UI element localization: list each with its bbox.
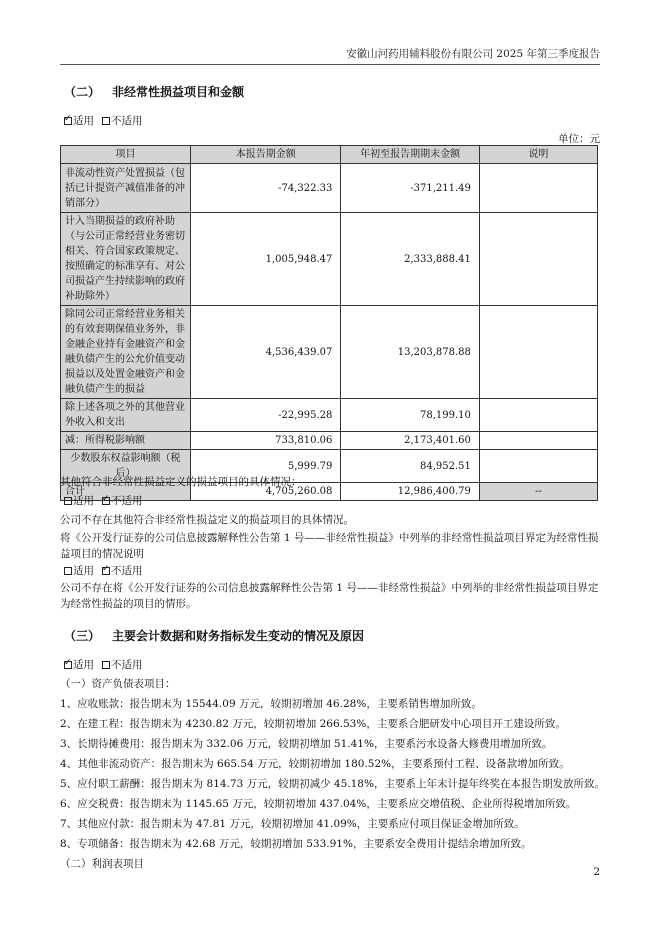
list-item: 1、应收账款：报告期末为 15544.09 万元，较期初增加 46.28%，主要系销售增加所致。 [60, 698, 482, 710]
row-current: 733,810.06 [191, 432, 341, 450]
row-note [479, 213, 597, 306]
row-current: 1,005,948.47 [191, 213, 341, 306]
row-ytd: 2,333,888.41 [341, 213, 480, 306]
applicability-selector-2 [64, 493, 143, 508]
list-item: 6、应交税费：报告期末为 1145.65 万元，较期初增加 437.04%，主要系应交增值税、企业所得税增加所致。 [60, 798, 577, 810]
applicability-selector-1 [64, 113, 143, 128]
header-divider [60, 64, 600, 65]
not-applicable-label: 不适用 [111, 495, 143, 507]
applicable-label: 适用 [73, 565, 94, 577]
checked-box-icon[interactable] [102, 497, 110, 505]
applicable-label: 适用 [73, 495, 94, 507]
other-items-statement: 公司不存在其他符合非经常性损益定义的损益项目的具体情况。 [60, 514, 354, 526]
row-current: 4,536,439.07 [191, 306, 341, 399]
row-item: 除上述各项之外的其他营业外收入和支出 [61, 399, 191, 432]
header-note: 说明 [479, 146, 597, 164]
report-header: 安徽山河药用辅料股份有限公司 2025 年第三季度报告 [346, 48, 600, 60]
row-item: 计入当期损益的政府补助（与公司正常经营业务密切相关、符合国家政策规定、按照确定的标准享有、对公司损益产生持续影响的政府补助除外） [61, 213, 191, 306]
not-applicable-label: 不适用 [111, 115, 143, 127]
checked-box-icon[interactable] [64, 661, 72, 669]
applicability-selector-4 [64, 657, 143, 672]
unchecked-box-icon[interactable] [102, 117, 110, 125]
row-current: -74,322.33 [191, 164, 341, 213]
table-row [61, 306, 598, 399]
unchecked-box-icon[interactable] [102, 661, 110, 669]
table-header-row [61, 146, 598, 164]
section-2-number: （二） [64, 85, 101, 99]
row-note [479, 399, 597, 432]
applicability-selector-3 [64, 563, 143, 578]
row-current: -22,995.28 [191, 399, 341, 432]
row-item: 合计 [61, 483, 191, 501]
row-item: 非流动性资产处置损益（包括已计提资产减值准备的冲销部分） [61, 164, 191, 213]
header-year-to-date: 年初至报告期期末金额 [341, 146, 480, 164]
table-row [61, 432, 598, 450]
reclassification-intro: 将《公开发行证券的公司信息披露解释性公告第 1 号——非经常性损益》中列举的非经常性损益项目界定为经常性损益项目的情况说明 [60, 532, 599, 560]
section-3-number: （三） [64, 629, 101, 643]
non-recurring-gains-losses-table [60, 145, 598, 501]
row-ytd: -371,211.49 [341, 164, 480, 213]
checked-box-icon[interactable] [64, 117, 72, 125]
applicable-label: 适用 [73, 659, 94, 671]
applicable-label: 适用 [73, 115, 94, 127]
row-ytd: 84,952.51 [341, 450, 480, 483]
list-item: 7、其他应付款：报告期末为 47.81 万元，较期初增加 41.09%，主要系应付项目保证金增加所致。 [60, 818, 525, 830]
page-number: 2 [593, 866, 600, 878]
row-ytd: 78,199.10 [341, 399, 480, 432]
header-current-period: 本报告期金额 [191, 146, 341, 164]
unchecked-box-icon[interactable] [64, 567, 72, 575]
row-note [479, 164, 597, 213]
list-item: 3、长期待摊费用：报告期末为 332.06 万元，较期初增加 51.41%，主要系污水设备大修费用增加所致。 [60, 738, 553, 750]
unchecked-box-icon[interactable] [64, 497, 72, 505]
unit-label: 单位：元 [558, 133, 600, 145]
not-applicable-label: 不适用 [111, 659, 143, 671]
row-note: -- [479, 483, 597, 501]
checked-box-icon[interactable] [102, 567, 110, 575]
balance-sheet-subheading: （一）资产负债表项目： [60, 678, 176, 690]
section-3-title [64, 627, 364, 644]
section-2-heading: 非经常性损益项目和金额 [112, 85, 245, 99]
row-current: 5,999.79 [191, 450, 341, 483]
list-item: 5、应付职工薪酬：报告期末为 814.73 万元，较期初减少 45.18%，主要系上年末计提年终奖在本报告期发放所致。 [60, 778, 605, 790]
list-item: 4、其他非流动资产：报告期末为 665.54 万元，较期初增加 180.52%，主要系预付工程、设备款增加所致。 [60, 758, 570, 770]
row-ytd: 2,173,401.60 [341, 432, 480, 450]
other-items-intro: 其他符合非经常性损益定义的损益项目的具体情况： [60, 476, 302, 488]
row-item: 少数股东权益影响额（税后） [61, 450, 191, 483]
row-item: 除同公司正常经营业务相关的有效套期保值业务外，非金融企业持有金融资产和金融负债产生的公允价值变动损益以及处置金融资产和金融负债产生的损益 [61, 306, 191, 399]
table-row [61, 213, 598, 306]
header-item: 项目 [61, 146, 191, 164]
list-item: 8、专项储备：报告期末为 42.68 万元，较期初增加 533.91%，主要系安全费用计提结余增加所致。 [60, 838, 532, 850]
section-2-title [64, 83, 244, 100]
list-item: 2、在建工程：报告期末为 4230.82 万元，较期初增加 266.53%，主要系合肥研发中心项目开工建设所致。 [60, 718, 566, 730]
row-current: 4,705,260.08 [191, 483, 341, 501]
income-statement-subheading: （二）利润表项目 [60, 858, 144, 870]
not-applicable-label: 不适用 [111, 565, 143, 577]
reclassification-statement: 公司不存在将《公开发行证券的公司信息披露解释性公告第 1 号——非经常性损益》中列举的非经常性损益项目界定为经常性损益的项目的情形。 [60, 582, 599, 610]
row-note [479, 432, 597, 450]
row-ytd: 12,986,400.79 [341, 483, 480, 501]
section-3-heading: 主要会计数据和财务指标发生变动的情况及原因 [112, 629, 365, 643]
row-note [479, 306, 597, 399]
table-row [61, 399, 598, 432]
row-item: 减：所得税影响额 [61, 432, 191, 450]
table-row [61, 164, 598, 213]
row-ytd: 13,203,878.88 [341, 306, 480, 399]
